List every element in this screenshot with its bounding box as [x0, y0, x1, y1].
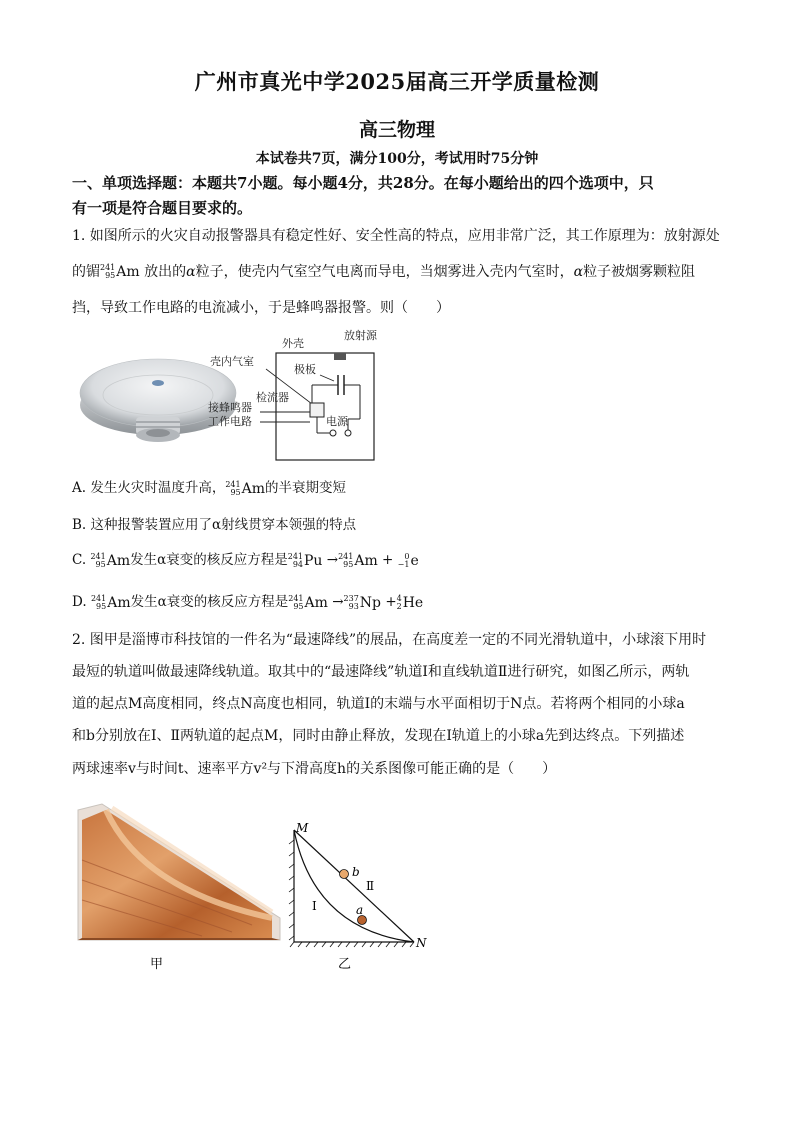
galvanometer: [310, 403, 324, 417]
am-nuclide-d2: [288, 593, 328, 613]
optD-mid: 发生α衰变的核反应方程是: [130, 594, 289, 610]
am-nuclide-d: [91, 593, 131, 613]
am-nuclide-c: [90, 551, 130, 571]
radiation-source: [334, 353, 346, 360]
alpha-symbol: α: [186, 264, 196, 280]
label-b: b: [352, 865, 360, 879]
q1-option-c: [72, 550, 419, 571]
label-buzzer-2: 工作电路: [208, 415, 252, 428]
am-charge-c2: 95: [343, 559, 354, 569]
label-jia: 甲: [150, 957, 164, 972]
am-nuclide-a: [225, 479, 265, 499]
am-charge-d: 95: [96, 601, 107, 611]
am-nuclide: [100, 262, 140, 282]
q1-line2d: 粒子被烟雾颗粒阻: [583, 264, 696, 280]
am-charge-d2: 95: [293, 601, 304, 611]
arrow-c: →: [326, 552, 339, 568]
track-II: [294, 830, 414, 942]
q1-line2: [72, 262, 732, 282]
pu-mass: 241: [287, 551, 304, 561]
label-M: M: [296, 821, 309, 835]
q2-line3: 道的起点M高度相同，终点N高度也相同，轨道Ⅰ的末端与水平面相切于N点。若将两个相同的小球a: [72, 696, 685, 712]
section-heading-line2: 有一项是符合题目要求的。: [72, 199, 253, 217]
pu-charge: 94: [292, 559, 304, 569]
smoke-detector-figure: [76, 325, 386, 465]
e-mass: 0: [404, 551, 410, 561]
np-symbol: Np: [359, 594, 382, 611]
q1-line2a: 的镅: [72, 264, 100, 280]
am-symbol-d: Am: [107, 594, 131, 611]
pu-nuclide: [288, 551, 323, 571]
am-symbol-c: Am: [106, 552, 131, 569]
he-mass: 4: [396, 593, 402, 603]
e-symbol: e: [410, 552, 419, 569]
alpha-symbol-2: α: [573, 264, 584, 280]
q1-line1: 1. 如图所示的火灾自动报警器具有稳定性好、安全性高的特点，应用非常广泛，其工作原理为：放射源处: [72, 228, 720, 244]
am-mass-c2: 241: [338, 551, 354, 561]
section-heading-line1: 一、单项选择题：本题共7小题。每小题4分，共28分。在每小题给出的四个选项中，只: [72, 174, 654, 192]
arrow-d: →: [332, 594, 344, 610]
label-II: Ⅱ: [366, 879, 375, 893]
pu-symbol: Pu: [304, 552, 323, 569]
q1-line3: 挡，导致工作电路的电流减小，于是蜂鸣器报警。则（ ）: [72, 300, 450, 316]
plus-c: +: [382, 552, 394, 568]
e-nuclide: [398, 551, 419, 571]
am-symbol: Am: [116, 264, 140, 280]
outer-shell-box: [276, 353, 374, 460]
optC-mid: 发生α衰变的核反应方程是: [130, 552, 288, 568]
figure-jia: [72, 800, 282, 975]
he-nuclide: [397, 593, 424, 613]
e-charge: −1: [397, 559, 410, 569]
label-plate: 极板: [294, 363, 316, 376]
label-chamber: 壳内气室: [210, 355, 254, 368]
am-charge-a: 95: [230, 487, 241, 497]
he-symbol: He: [402, 594, 424, 611]
label-detector: 检流器: [256, 391, 289, 404]
plus-d: +: [385, 594, 397, 610]
optA-post: 的半衰期变短: [265, 480, 347, 496]
label-buzzer-1: 接蜂鸣器: [208, 401, 252, 414]
am-mass-a: 241: [225, 479, 241, 489]
label-a: a: [356, 903, 364, 917]
optA-pre: A. 发生火灾时温度升高，: [72, 480, 226, 496]
q2-line4: 和b分别放在Ⅰ、Ⅱ两轨道的起点M，同时由静止释放，发现在Ⅰ轨道上的小球a先到达终点。下列描述: [72, 728, 685, 744]
label-power: 电源: [326, 415, 348, 428]
label-source: 放射源: [344, 329, 377, 342]
label-outer-shell: 外壳: [282, 337, 304, 350]
am-symbol-a: Am: [241, 480, 266, 497]
q1-line2b: 放出的: [144, 264, 187, 280]
label-N: N: [416, 936, 427, 950]
q2-line2: 最短的轨道叫做最速降线轨道。取其中的“最速降线”轨道Ⅰ和直线轨道Ⅱ进行研究，如图乙所示，两轨: [72, 664, 690, 680]
q2-line1: 2. 图甲是淄博市科技馆的一件名为“最速降线”的展品，在高度差一定的不同光滑轨道中，小球滚下用时: [72, 632, 707, 648]
power-terminal-right: [345, 430, 351, 436]
optD-pre: D.: [72, 594, 87, 610]
q1-option-b: B. 这种报警装置应用了α射线贯穿本领强的特点: [72, 517, 357, 533]
np-charge: 93: [348, 601, 359, 611]
exam-title: 广州市真光中学2025届高三开学质量检测: [194, 69, 600, 94]
optC-pre: C.: [72, 552, 87, 568]
q1-option-a: [72, 478, 346, 499]
exam-info: 本试卷共7页，满分100分，考试用时75分钟: [255, 151, 539, 167]
am-symbol-c2: Am: [354, 552, 378, 569]
np-mass: 237: [343, 593, 359, 603]
wooden-model: [78, 804, 280, 940]
am-charge: 95: [105, 271, 116, 280]
am-mass-d: 241: [90, 593, 107, 603]
he-charge: 2: [396, 601, 402, 611]
am-charge-c: 95: [95, 559, 106, 569]
am-mass-c: 241: [90, 551, 106, 561]
np-nuclide: [344, 593, 382, 613]
exam-subject: 高三物理: [358, 119, 435, 141]
power-terminal-left: [330, 430, 336, 436]
track-diagram: [289, 830, 414, 947]
q1-line2c: 粒子，使壳内气室空气电离而导电，当烟雾进入壳内气室时，: [195, 264, 574, 280]
am-mass-d2: 241: [288, 593, 304, 603]
am-symbol-d2: Am: [304, 594, 328, 611]
figure-yi: [286, 820, 436, 975]
label-I: Ⅰ: [312, 899, 317, 913]
ball-b: [340, 870, 349, 879]
label-yi: 乙: [338, 957, 352, 972]
q1-option-d: [72, 592, 423, 613]
q2-line5: 两球速率v与时间t、速率平方v²与下滑高度h的关系图像可能正确的是（ ）: [72, 761, 557, 777]
am-mass: 241: [100, 263, 116, 272]
am-nuclide-c2: [338, 551, 378, 571]
